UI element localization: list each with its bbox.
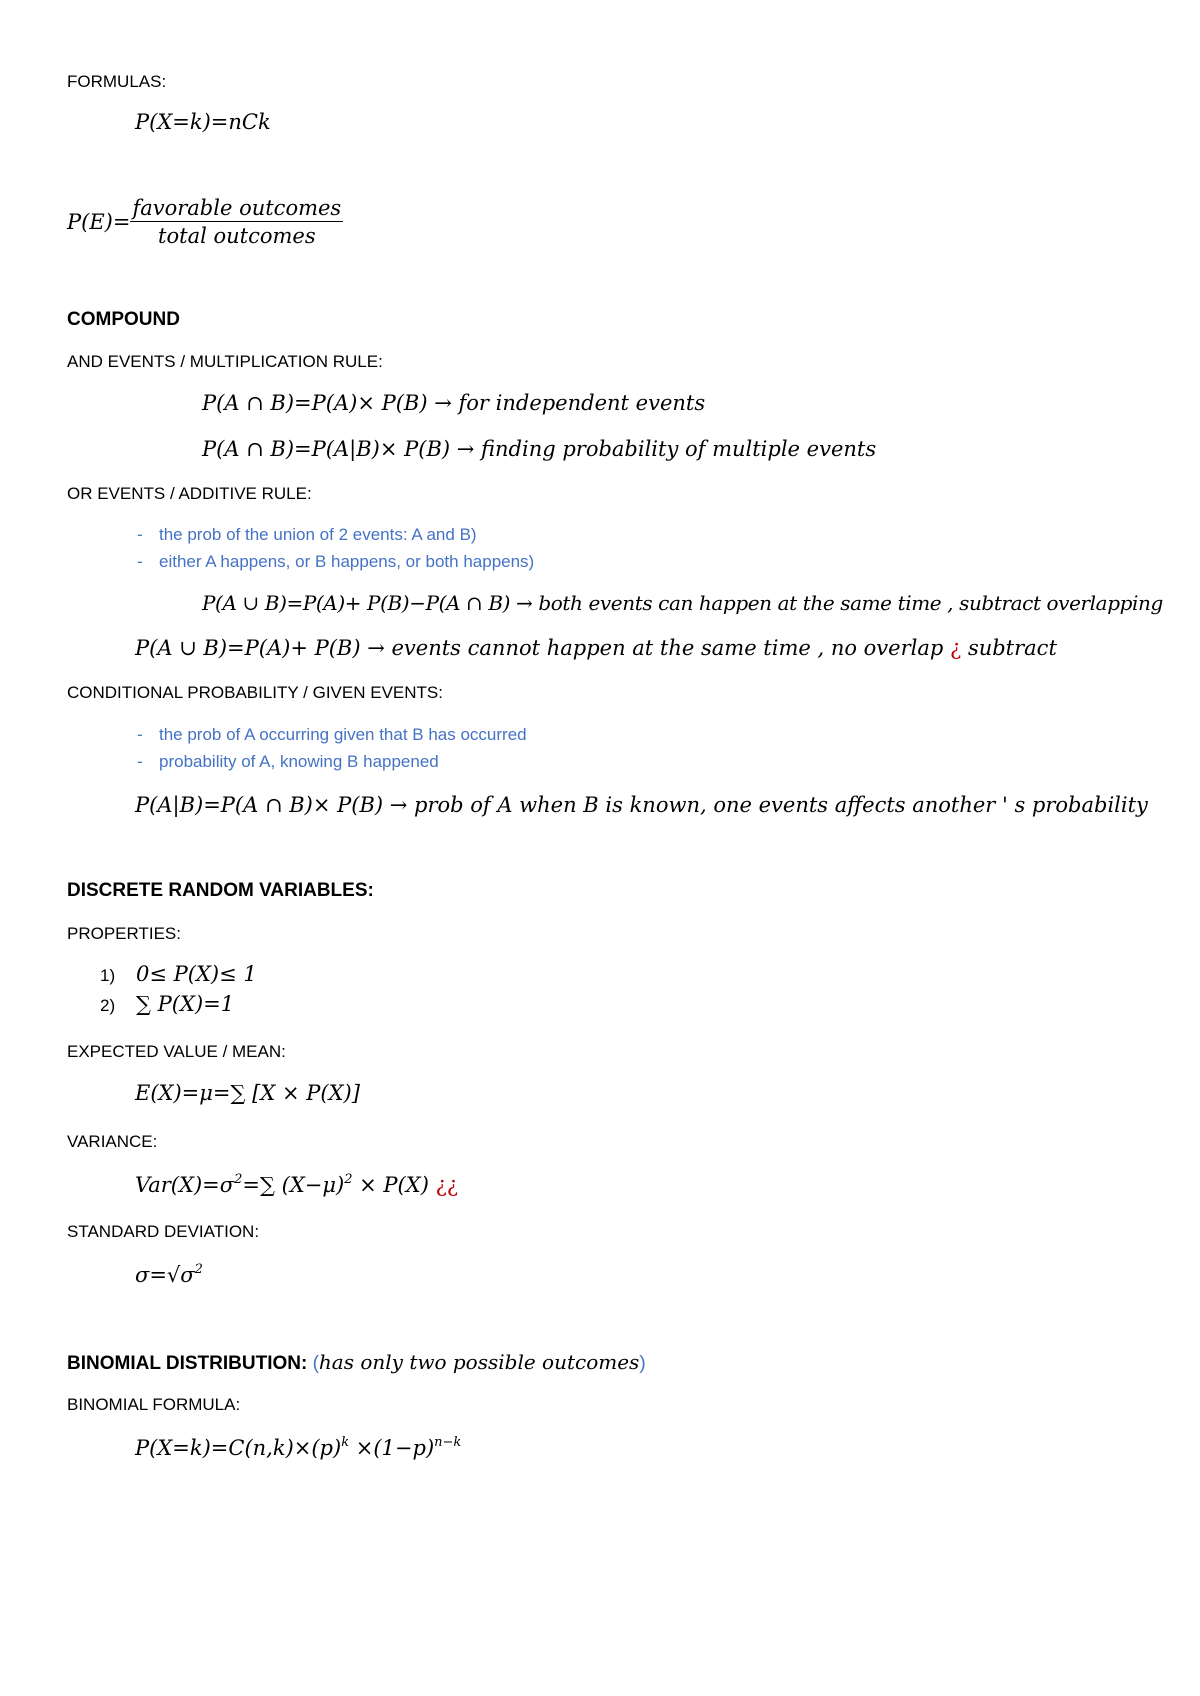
equation-and-independent: P(A ∩ B)=P(A)× P(B) → for independent events bbox=[202, 391, 706, 415]
cond-bullet-2-text: probability of A, knowing B happened bbox=[159, 752, 439, 771]
equation-variance-a: Var(X)=σ bbox=[135, 1173, 235, 1197]
equation-pk: P(X=k)=nCk bbox=[135, 110, 271, 134]
conditional-label: CONDITIONAL PROBABILITY / GIVEN EVENTS: bbox=[67, 683, 443, 702]
equation-or-exclusive-mark: ¿ bbox=[950, 636, 962, 660]
and-events-label: AND EVENTS / MULTIPLICATION RULE: bbox=[67, 352, 383, 371]
equation-variance-sup2: 2 bbox=[344, 1172, 353, 1187]
equation-pe-lhs: P(E)= bbox=[67, 210, 131, 234]
equation-or-overlapping: P(A ∪ B)=P(A)+ P(B)−P(A ∩ B) → both events can happen at the same time , subtract overlapping bbox=[202, 591, 1163, 615]
property-1 bbox=[100, 962, 257, 986]
bullet-dash: - bbox=[137, 725, 143, 744]
equation-binomial-a: P(X=k)=C(n,k)×(p) bbox=[135, 1436, 342, 1460]
property-1-expr: 0≤ P(X)≤ 1 bbox=[136, 962, 257, 986]
expected-value-label: EXPECTED VALUE / MEAN: bbox=[67, 1042, 286, 1061]
equation-std-dev bbox=[135, 1262, 203, 1287]
property-2 bbox=[100, 992, 234, 1016]
equation-pe-numerator: favorable outcomes bbox=[132, 196, 342, 220]
equation-std-dev-sup: 2 bbox=[194, 1262, 203, 1277]
equation-pe bbox=[67, 196, 343, 248]
equation-conditional: P(A|B)=P(A ∩ B)× P(B) → prob of A when B is known, one events affects another ' s probability bbox=[135, 793, 1148, 817]
formulas-label: FORMULAS: bbox=[67, 72, 167, 91]
equation-binomial bbox=[135, 1435, 461, 1460]
or-events-label: OR EVENTS / ADDITIVE RULE: bbox=[67, 484, 312, 503]
drv-heading: DISCRETE RANDOM VARIABLES: bbox=[67, 880, 374, 901]
variance-label: VARIANCE: bbox=[67, 1132, 158, 1151]
binomial-paren-close: ) bbox=[639, 1353, 646, 1374]
binomial-formula-label: BINOMIAL FORMULA: bbox=[67, 1395, 241, 1414]
equation-binomial-b: ×(1−p) bbox=[349, 1436, 435, 1460]
equation-variance-b: =∑ (X−μ) bbox=[242, 1173, 345, 1197]
property-1-number: 1) bbox=[100, 966, 116, 985]
binomial-paren-open: ( bbox=[307, 1353, 319, 1374]
bullet-dash: - bbox=[137, 525, 143, 544]
equation-binomial-sup1: k bbox=[341, 1435, 350, 1450]
cond-bullet-1-text: the prob of A occurring given that B has occurred bbox=[159, 725, 527, 744]
properties-label: PROPERTIES: bbox=[67, 924, 181, 943]
compound-heading: COMPOUND bbox=[67, 309, 180, 330]
equation-pe-fraction bbox=[130, 196, 343, 248]
equation-variance-sup1: 2 bbox=[234, 1172, 243, 1187]
or-bullet-1-text: the prob of the union of 2 events: A and B) bbox=[159, 525, 477, 544]
bullet-dash: - bbox=[137, 752, 143, 771]
or-bullet-2-text: either A happens, or B happens, or both happens) bbox=[159, 552, 535, 571]
equation-and-multiple: P(A ∩ B)=P(A|B)× P(B) → finding probability of multiple events bbox=[202, 437, 877, 461]
equation-pe-denominator: total outcomes bbox=[158, 224, 316, 248]
equation-binomial-sup2: n−k bbox=[434, 1435, 462, 1450]
equation-expected-value: E(X)=μ=∑ [X × P(X)] bbox=[135, 1081, 360, 1105]
equation-or-exclusive-main: P(A ∪ B)=P(A)+ P(B) → events cannot happen at the same time , no overlap bbox=[135, 636, 950, 660]
equation-variance bbox=[135, 1172, 458, 1197]
or-bullet-1 bbox=[137, 525, 477, 545]
bullet-dash: - bbox=[137, 552, 143, 571]
binomial-heading-line bbox=[67, 1350, 646, 1375]
property-2-expr: ∑ P(X)=1 bbox=[136, 992, 235, 1016]
cond-bullet-1 bbox=[137, 725, 527, 745]
equation-or-exclusive bbox=[135, 636, 1057, 660]
binomial-heading: BINOMIAL DISTRIBUTION: bbox=[67, 1353, 308, 1374]
binomial-note: has only two possible outcomes bbox=[318, 1350, 640, 1374]
equation-variance-mark: ¿¿ bbox=[435, 1173, 459, 1197]
std-dev-label: STANDARD DEVIATION: bbox=[67, 1222, 260, 1241]
equation-or-exclusive-tail: subtract bbox=[961, 636, 1057, 660]
property-2-number: 2) bbox=[100, 996, 116, 1015]
equation-std-dev-a: σ=√σ bbox=[135, 1263, 195, 1287]
equation-variance-c: × P(X) bbox=[352, 1173, 436, 1197]
cond-bullet-2 bbox=[137, 752, 439, 772]
or-bullet-2 bbox=[137, 552, 534, 572]
